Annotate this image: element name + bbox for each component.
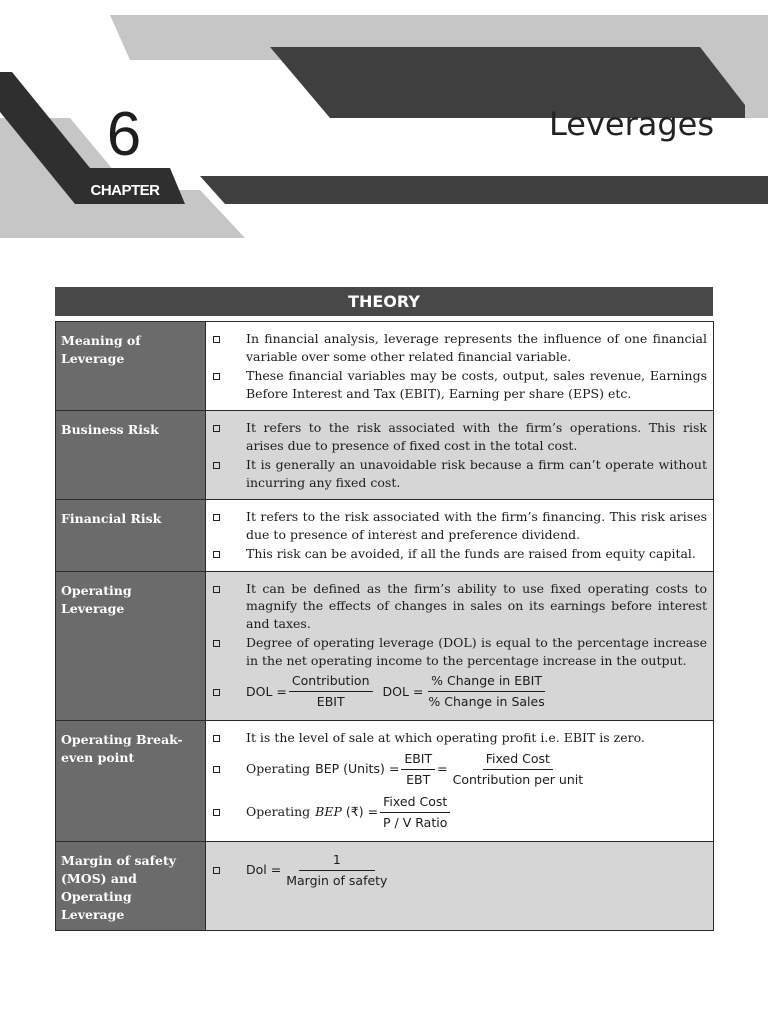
row-label: Operating Break-even point	[56, 721, 206, 842]
row-content	[206, 571, 714, 721]
formula-lhs: DOL =	[246, 683, 287, 699]
header-bar-dark	[200, 176, 768, 204]
row-label: Margin of safety (MOS) and Operating Leverage	[56, 841, 206, 930]
bullet-item: In financial analysis, leverage represents the influence of one financial variable over some other related financial variable.	[212, 330, 707, 365]
dol-mos-formula	[246, 852, 707, 889]
row-label: Financial Risk	[56, 500, 206, 572]
row-content	[206, 841, 714, 930]
chapter-number: 6	[106, 100, 142, 169]
fraction	[380, 794, 450, 831]
row-content	[206, 721, 714, 842]
table-row	[56, 721, 714, 842]
bullet-item: It refers to the risk associated with the firm’s financing. This risk arises due to presence of interest and preference dividend.	[212, 508, 707, 543]
numerator: EBIT	[401, 751, 435, 770]
bep-symbol: BEP	[315, 804, 342, 820]
numerator: Fixed Cost	[380, 794, 450, 813]
chapter-title: Leverages	[548, 105, 714, 143]
dol-formula	[246, 673, 707, 710]
denominator: P / V Ratio	[383, 814, 448, 830]
row-content	[206, 500, 714, 572]
denominator: Margin of safety	[286, 872, 388, 888]
bullet-item: These financial variables may be costs, output, sales revenue, Earnings Before Interest and Tax (EBIT), Earning per share (EPS) etc.	[212, 367, 707, 402]
bullet-item: It refers to the risk associated with the firm’s operations. This risk arises due to presence of fixed cost in the total cost.	[212, 419, 707, 454]
fraction	[450, 751, 587, 788]
formula-item	[212, 850, 707, 891]
formula-lhs: (₹) =	[345, 804, 379, 820]
row-label: Meaning of Leverage	[56, 322, 206, 411]
theory-heading: THEORY	[55, 287, 713, 316]
bullet-item: It is the level of sale at which operating profit i.e. EBIT is zero.	[212, 729, 707, 747]
formula-lhs: Dol =	[246, 862, 282, 878]
formula-lhs: BEP (Units) =	[315, 761, 400, 777]
table-row	[56, 322, 714, 411]
denominator: % Change in Sales	[428, 694, 545, 709]
row-content	[206, 411, 714, 500]
formula-item	[212, 749, 707, 790]
fraction	[283, 852, 390, 889]
numerator: Contribution	[289, 673, 373, 692]
numerator: % Change in EBIT	[428, 673, 545, 692]
equals-sign: =	[437, 761, 448, 777]
numerator: 1	[299, 852, 375, 871]
denominator: EBIT	[316, 694, 345, 709]
chapter-label: CHAPTER	[90, 182, 160, 199]
bep-rupee-formula	[246, 794, 707, 831]
fraction	[289, 673, 373, 710]
bullet-item: This risk can be avoided, if all the funds are raised from equity capital.	[212, 545, 707, 563]
formula-item	[212, 671, 707, 712]
table-row	[56, 841, 714, 930]
formula-lhs: DOL =	[382, 683, 424, 699]
table-row	[56, 571, 714, 721]
row-content	[206, 322, 714, 411]
fraction	[425, 673, 547, 710]
table-row	[56, 500, 714, 572]
row-label: Operating Leverage	[56, 571, 206, 721]
numerator: Fixed Cost	[483, 751, 553, 770]
formula-prefix: Operating	[246, 804, 311, 820]
formula-item	[212, 792, 707, 833]
fraction	[401, 751, 435, 788]
bullet-item: Degree of operating leverage (DOL) is equal to the percentage increase in the net operating income to the percentage increase in the output.	[212, 634, 707, 669]
bep-units-formula	[246, 751, 707, 788]
bullet-item: It is generally an unavoidable risk because a firm can’t operate without incurring any fixed cost.	[212, 456, 707, 491]
formula-prefix: Operating	[246, 761, 311, 777]
row-label: Business Risk	[56, 411, 206, 500]
table-row	[56, 411, 714, 500]
denominator: Contribution per unit	[452, 771, 584, 787]
bullet-item: It can be defined as the firm’s ability to use fixed operating costs to magnify the effects of changes in sales on its earnings before interest and taxes.	[212, 580, 707, 633]
theory-table	[55, 321, 714, 931]
denominator: EBT	[406, 771, 431, 787]
